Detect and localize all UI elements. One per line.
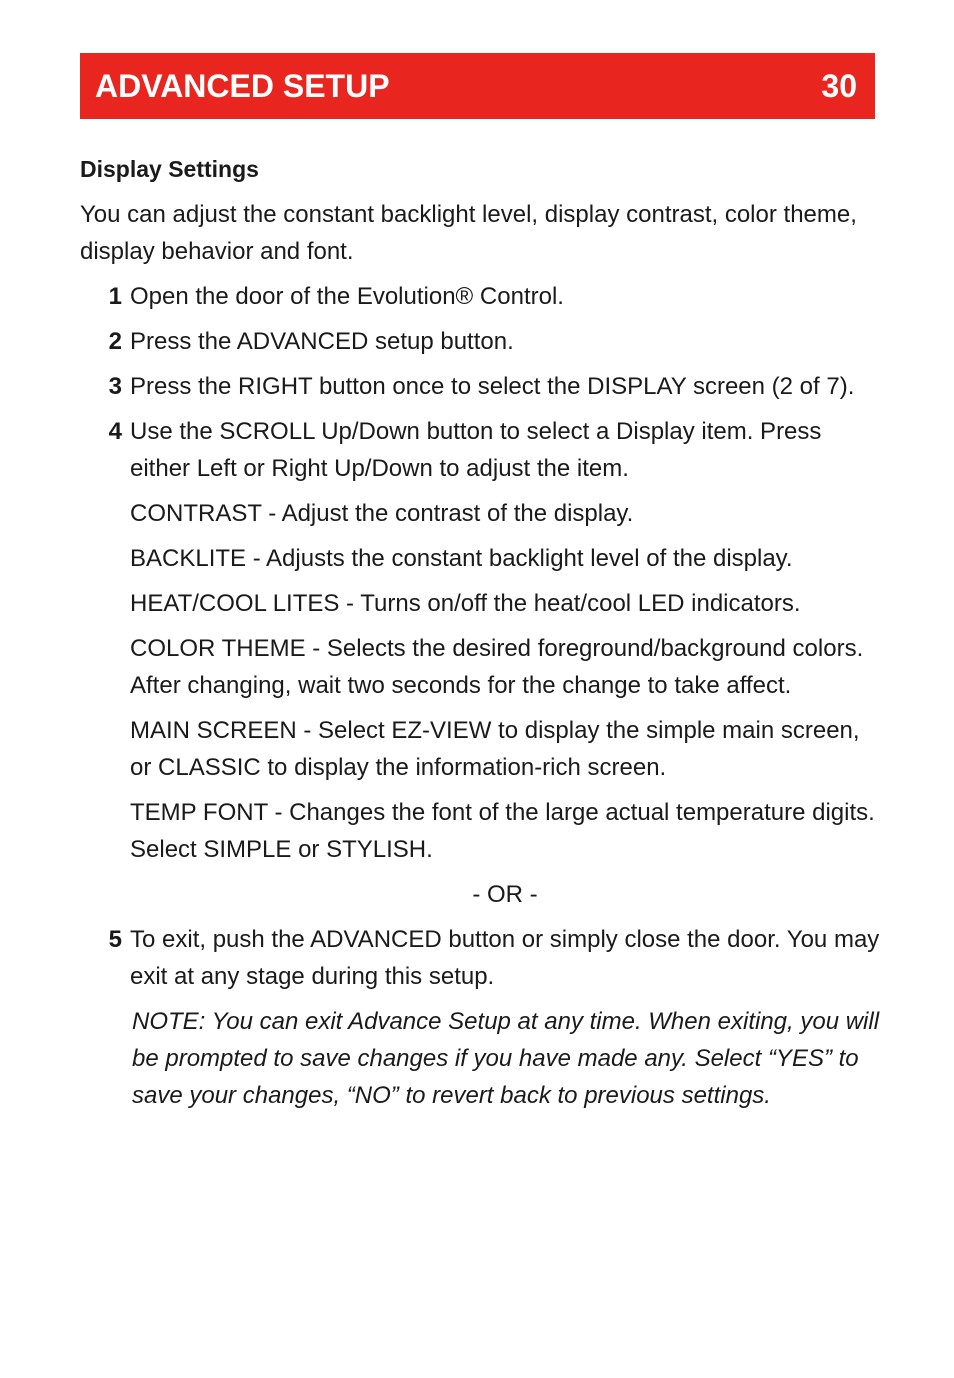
display-item-temp-font: TEMP FONT - Changes the font of the large actual temperature digits. Select SIMPLE or STYLISH. <box>130 799 875 863</box>
intro-paragraph: You can adjust the constant backlight level, display contrast, color theme, display behavior and font. <box>80 201 857 265</box>
step-text: Press the ADVANCED setup button. <box>130 328 514 355</box>
display-item-contrast: CONTRAST - Adjust the contrast of the display. <box>130 500 634 527</box>
page-title: ADVANCED SETUP <box>95 67 390 104</box>
section-heading: Display Settings <box>80 156 259 182</box>
step-text: Use the SCROLL Up/Down button to select a Display item. Press either Left or Right Up/Down to adjust the item. <box>130 418 822 482</box>
step-number: 2 <box>108 328 122 355</box>
display-item-main-screen: MAIN SCREEN - Select EZ-VIEW to display the simple main screen, or CLASSIC to display the information-rich screen. <box>130 717 860 781</box>
page-header-bar <box>80 53 875 119</box>
step-1 <box>80 278 880 315</box>
step-4 <box>80 413 880 487</box>
display-item-color-theme: COLOR THEME - Selects the desired foreground/background colors. After changing, wait two seconds for the change to take affect. <box>130 635 864 699</box>
step-5 <box>80 921 880 995</box>
step-text: To exit, push the ADVANCED button or simply close the door. You may exit at any stage during this setup. <box>130 926 880 990</box>
note-paragraph: NOTE: You can exit Advance Setup at any time. When exiting, you will be prompted to save changes if you have made any. Select “YES” to save your changes, “NO” to revert back to previous settings. <box>132 1008 880 1109</box>
display-item-backlite: BACKLITE - Adjusts the constant backlight level of the display. <box>130 545 793 572</box>
page-number: 30 <box>821 67 857 104</box>
step-number: 5 <box>108 926 122 953</box>
step-text: Press the RIGHT button once to select the DISPLAY screen (2 of 7). <box>130 373 855 400</box>
step-text: Open the door of the Evolution® Control. <box>130 283 564 310</box>
or-separator: - OR - <box>472 881 538 908</box>
step-3 <box>80 368 880 405</box>
step-number: 4 <box>108 418 122 445</box>
page-content <box>80 152 880 1122</box>
display-item-heat-cool-lites: HEAT/COOL LITES - Turns on/off the heat/cool LED indicators. <box>130 590 801 617</box>
step-number: 1 <box>108 283 122 310</box>
step-2 <box>80 323 880 360</box>
step-number: 3 <box>108 373 122 400</box>
